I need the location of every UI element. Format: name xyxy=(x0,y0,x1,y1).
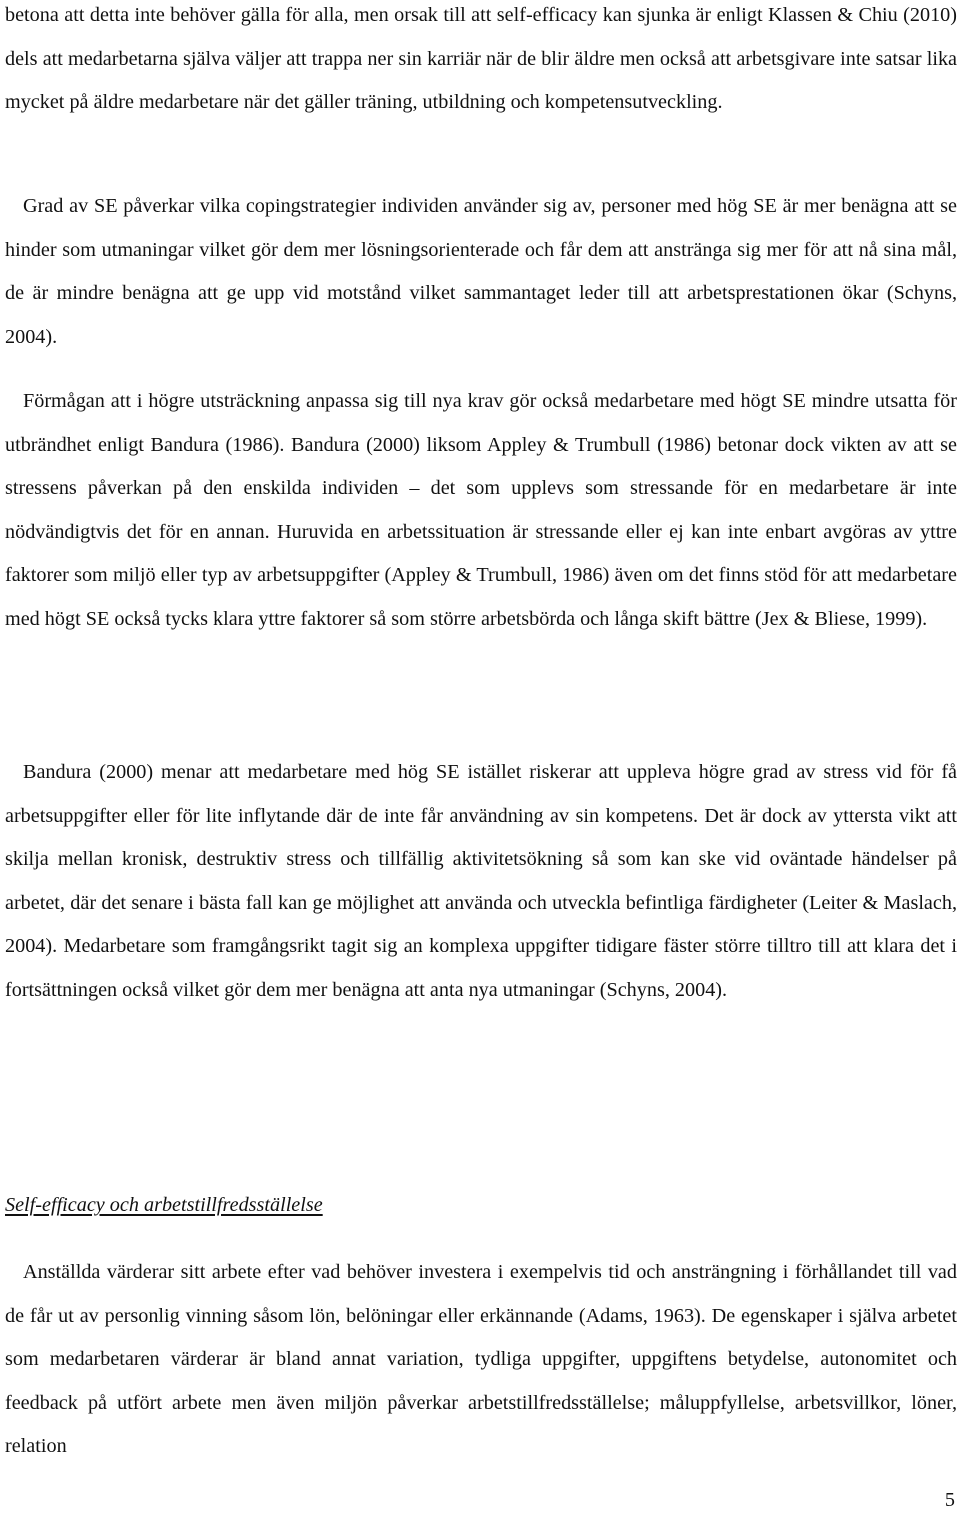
paragraph-coping-strategies: Grad av SE påverkar vilka copingstrategier individen använder sig av, personer med hög SE är mer benägna att se hinder som utmaningar vilket gör dem mer lösningsorienterade och får dem att anstränga sig mer för att nå sina mål, de är mindre benägna att ge upp vid motstånd vilket sammantaget leder till att arbetsprestationen ökar (Schyns, 2004). xyxy=(5,195,957,348)
section-heading: Self-efficacy och arbetstillfredsställelse xyxy=(5,1194,323,1216)
paragraph-burnout: Förmågan att i högre utsträckning anpassa sig till nya krav gör också medarbetare med högt SE mindre utsatta för utbrändhet enligt Bandura (1986). Bandura (2000) liksom Appley & Trumbull (1986) betonar dock vikten av att se stressens påverkan på den enskilda individen – det som upplevs som stressande för en medarbetare är inte nödvändigtvis det för en annan. Huruvida en arbetssituation är stressande eller ej kan inte enbart avgöras av yttre faktorer som miljö eller typ av arbetsuppgifter (Appley & Trumbull, 1986) även om det finns stöd för att medarbetare med högt SE också tycks klara yttre faktorer så som större arbetsbörda och långa skift bättre (Jex & Bliese, 1999). xyxy=(5,390,957,630)
paragraph-continued: betona att detta inte behöver gälla för alla, men orsak till att self-efficacy kan sjunka är enligt Klassen & Chiu (2010) dels att medarbetarna själva väljer att trappa ner sin karriär när de blir äldre men också att arbetsgivare inte satsar lika mycket på äldre medarbetare när det gäller träning, utbildning och kompetensutveckling. xyxy=(5,4,957,114)
page-number: 5 xyxy=(944,1489,955,1511)
paragraph-job-satisfaction: Anställda värderar sitt arbete efter vad behöver investera i exempelvis tid och ansträngning i förhållandet till vad de får ut av personlig vinning såsom lön, belöningar eller erkännande (Adams, 1963). De egenskaper i själva arbetet som medarbetaren värderar är bland annat variation, tydliga uppgifter, uppgiftens betydelse, autonomitet och feedback på utfört arbete men även miljön påverkar arbetstillfredsställelse; måluppfyllelse, arbetsvillkor, löner, relation xyxy=(5,1261,957,1458)
paragraph-stress: Bandura (2000) menar att medarbetare med hög SE istället riskerar att uppleva högre grad av stress vid för få arbetsuppgifter eller för lite inflytande där de inte får användning av sin kompetens. Det är dock av yttersta vikt att skilja mellan kronisk, destruktiv stress och tillfällig aktivitetsökning så som kan ske vid oväntade händelser på arbetet, där det senare i bästa fall kan ge möjlighet att använda och utveckla befintliga färdigheter (Leiter & Maslach, 2004). Medarbetare som framgångsrikt tagit sig an komplexa uppgifter tidigare fäster större tilltro till att klara det i fortsättningen också vilket gör dem mer benägna att anta nya utmaningar (Schyns, 2004). xyxy=(5,761,957,1001)
